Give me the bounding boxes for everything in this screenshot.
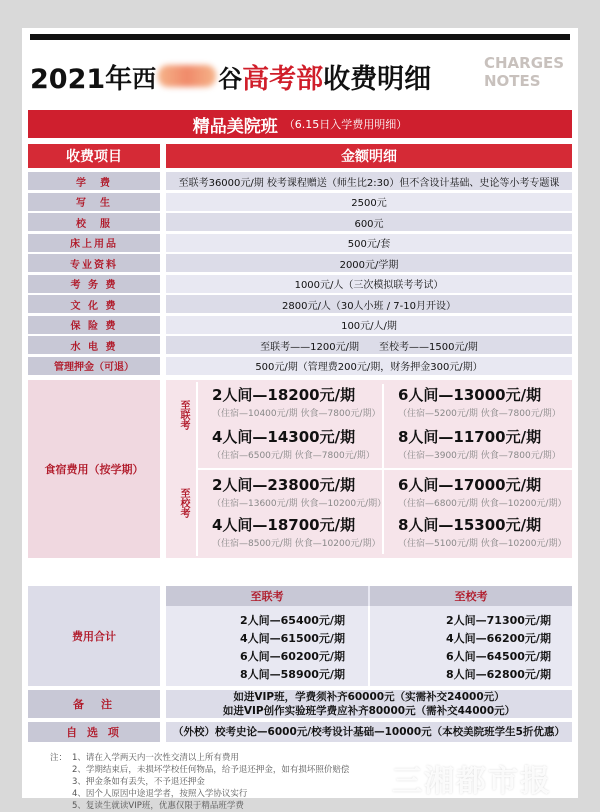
- page-title: 2021年 西 谷 高考部 收费明细: [30, 50, 480, 102]
- summary-item: 2人间—65400元/期: [240, 614, 345, 627]
- board-label: 食宿费用（按学期）: [28, 380, 160, 558]
- summary-divider: [368, 606, 370, 686]
- title-partial-char-1: 西: [132, 64, 157, 93]
- remark-value: 如进VIP班，学费须补齐60000元（实需补交24000元） 如进VIP创作实验班学费应补齐80000元（需补交44000元）: [166, 690, 572, 718]
- board-cell: 8人间—15300元/期 （住宿—5100元/期 伙食—10200元/期）: [398, 516, 567, 549]
- summary-item: 8人间—62800元/期: [446, 668, 551, 681]
- fee-label: 水 电 费: [28, 336, 160, 354]
- fee-label: 写 生: [28, 193, 160, 211]
- fee-label: 保 险 费: [28, 316, 160, 334]
- board-divider-h: [196, 468, 572, 470]
- board-cell: 4人间—14300元/期 （住宿—6500元/期 伙食—7800元/期）: [212, 428, 375, 461]
- fee-value: 2800元/人（30人小班 / 7-10月开设）: [166, 295, 572, 313]
- board-cell: 8人间—11700元/期 （住宿—3900元/期 伙食—7800元/期）: [398, 428, 561, 461]
- fee-row: [28, 336, 572, 354]
- fee-value: 500元/套: [166, 234, 572, 252]
- summary-item: 6人间—60200元/期: [240, 650, 345, 663]
- note-item: 5、复读生就读VIP班，优惠仅限于精品班学费: [72, 801, 244, 811]
- board-cell: 2人间—23800元/期 （住宿—13600元/期 伙食—10200元/期）: [212, 476, 387, 509]
- note-item: 1、请在入学两天内一次性交清以上所有费用: [72, 753, 239, 763]
- summary-item: 4人间—61500元/期: [240, 632, 345, 645]
- summary-item: 2人间—71300元/期: [446, 614, 551, 627]
- fee-label: 管理押金（可退）: [28, 357, 160, 375]
- fee-value: 2500元: [166, 193, 572, 211]
- board-cell: 6人间—13000元/期 （住宿—5200元/期 伙食—7800元/期）: [398, 386, 561, 419]
- price-sheet: [22, 28, 578, 811]
- note-item: 2、学期结束后，未损坏学校任何物品，给予退还押金，如有损坏照价赔偿: [72, 765, 350, 775]
- board-box: [166, 380, 572, 558]
- remark-row: [28, 690, 572, 718]
- watermark: 三湘都市报: [392, 764, 552, 799]
- title-partial-char-2: 谷: [218, 64, 243, 93]
- fee-row: [28, 172, 572, 190]
- fee-value: 500元/期（管理费200元/期，财务押金300元/期）: [166, 357, 572, 375]
- fee-label: 专业资料: [28, 254, 160, 272]
- note-item: 3、押金条如有丢失，不予退还押金: [72, 777, 205, 787]
- optional-label: 自 选 项: [28, 722, 160, 742]
- summary-item: 8人间—58900元/期: [240, 668, 345, 681]
- fee-value: 至联考——1200元/期 至校考——1500元/期: [166, 336, 572, 354]
- optional-value: （外校）校考史论—6000元/校考设计基础—10000元（本校美院班学生5折优惠）: [166, 722, 572, 742]
- class-banner: 精品美院班 （6.15日入学费用明细）: [28, 110, 572, 138]
- fee-label: 文 化 费: [28, 295, 160, 313]
- fee-label: 校 服: [28, 213, 160, 231]
- summary-item: 4人间—66200元/期: [446, 632, 551, 645]
- fee-value: 1000元/人（三次模拟联考考试）: [166, 275, 572, 293]
- redacted-school-name: [158, 65, 216, 87]
- notes-label: 注：: [50, 753, 68, 763]
- fee-row: [28, 357, 572, 375]
- note-item: 4、因个人原因中途退学者，按照入学协议实行: [72, 789, 248, 799]
- fee-value: 至联考36000元/期 校考课程赠送（师生比2:30）但不含设计基础、史论等小考专题课: [166, 172, 572, 190]
- fee-value: 2000元/学期: [166, 254, 572, 272]
- summary-item: 6人间—64500元/期: [446, 650, 551, 663]
- board-cell: 2人间—18200元/期 （住宿—10400元/期 伙食—7800元/期）: [212, 386, 381, 419]
- fee-label: 学 费: [28, 172, 160, 190]
- fee-row: [28, 295, 572, 313]
- summary-label: 费用合计: [28, 586, 160, 686]
- top-black-bar: [30, 34, 570, 40]
- board-group-1-title: 至联考: [178, 400, 189, 430]
- fee-value: 100元/人/期: [166, 316, 572, 334]
- fee-label: 考 务 费: [28, 275, 160, 293]
- english-subtitle: CHARGES NOTES: [484, 54, 565, 90]
- summary-col1-title: 至联考: [166, 586, 368, 606]
- board-group-2-title: 至校考: [178, 488, 189, 518]
- fee-label: 床上用品: [28, 234, 160, 252]
- fee-row: [28, 213, 572, 231]
- header-amount: 金额明细: [166, 144, 572, 168]
- fee-row: [28, 234, 572, 252]
- fee-row: [28, 254, 572, 272]
- summary-box: [166, 586, 572, 686]
- fee-row: [28, 193, 572, 211]
- board-cell: 6人间—17000元/期 （住宿—6800元/期 伙食—10200元/期）: [398, 476, 567, 509]
- header-fee-item: 收费项目: [28, 144, 160, 168]
- fee-row: [28, 316, 572, 334]
- optional-row: [28, 722, 572, 742]
- fee-row: [28, 275, 572, 293]
- board-divider-mid: [382, 384, 384, 554]
- fee-value: 600元: [166, 213, 572, 231]
- summary-col2-title: 至校考: [370, 586, 572, 606]
- remark-label: 备 注: [28, 690, 160, 718]
- board-cell: 4人间—18700元/期 （住宿—8500元/期 伙食—10200元/期）: [212, 516, 381, 549]
